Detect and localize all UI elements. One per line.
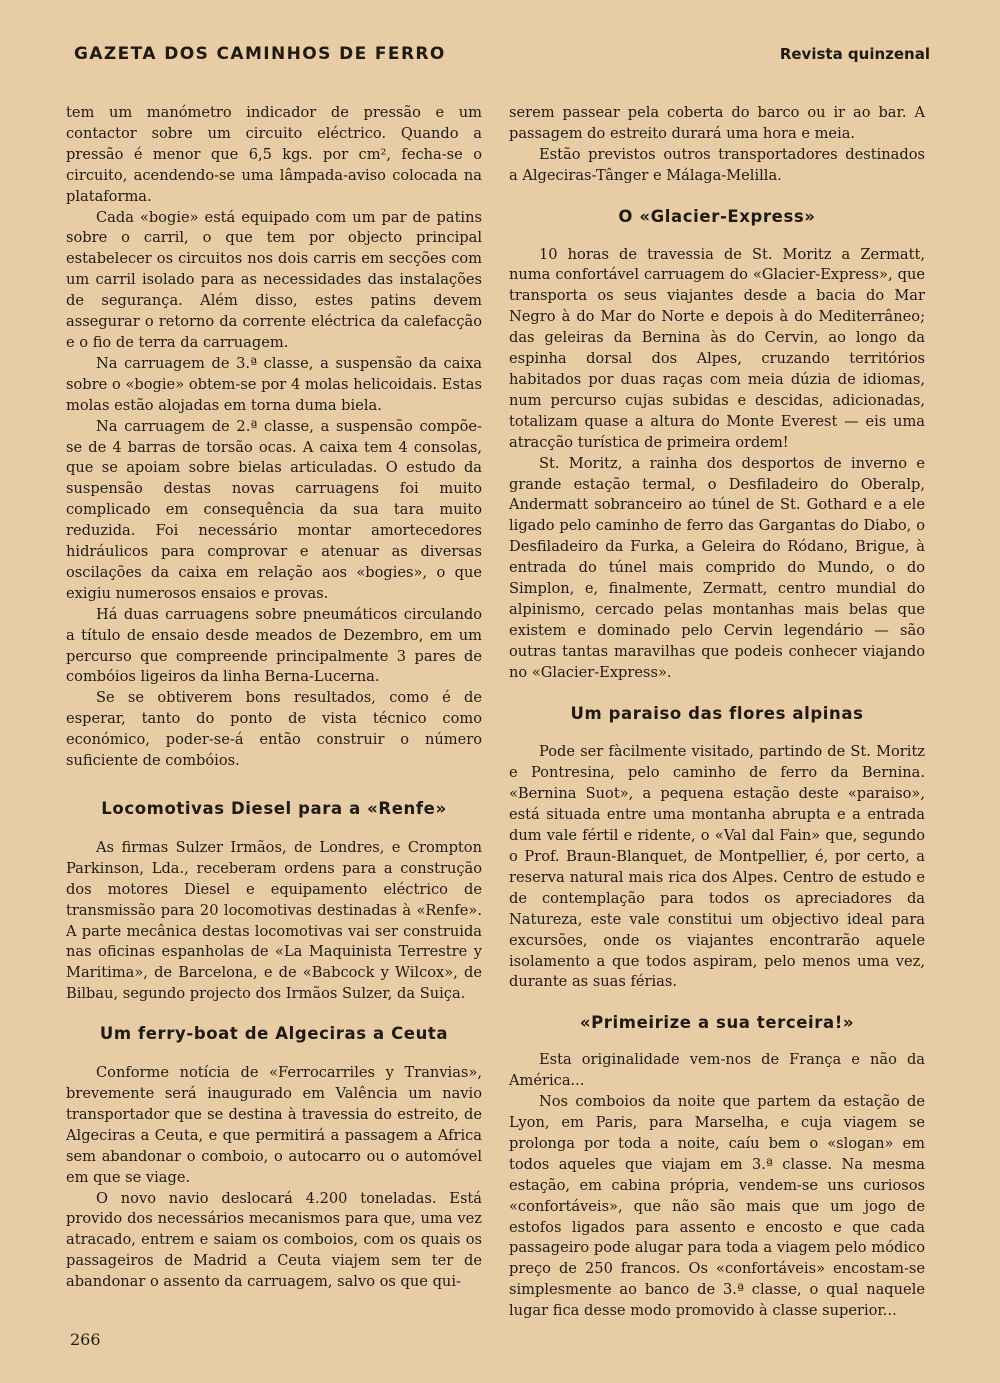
- paragraph: Estão previstos outros transportadores destinados a Algeciras-Tânger e Málaga-Melilla.: [509, 145, 925, 184]
- paragraph: Há duas carruagens sobre pneumáticos circulando a título de ensaio desde meados de Dezembro, em um percurso que compreende principalmente 3 pares de combóios ligeiros da linha Berna-Lucerna.: [66, 605, 482, 686]
- publication-subtitle: Revista quinzenal: [779, 45, 930, 63]
- running-header: [74, 44, 930, 74]
- right-column: [509, 103, 925, 1322]
- paragraph: Esta originalidade vem-nos de França e não da América...: [509, 1051, 925, 1090]
- left-column: [66, 103, 482, 1293]
- paragraph: Cada «bogie» está equipado com um par de patins sobre o carril, o que tem por objecto principal estabelecer os circuitos nos dois carris em secções com um carril isolado para as necessidades das instalações de segurança. Além disso, estes patins devem assegurar o retorno da corrente eléctrica da calefacção e o fio de terra da carruagem.: [66, 208, 482, 351]
- paragraph: O novo navio deslocará 4.200 toneladas. Está provido dos necessários mecanismos para que, uma vez atracado, entrem e saiam os comboios, com os quais os passageiros de Madrid a Ceuta viajem sem ter de abandonar o assento da carruagem, salvo os que qui-: [66, 1189, 482, 1291]
- paragraph: 10 horas de travessia de St. Moritz a Zermatt, numa confortável carruagem do «Glacier-Express», que transporta os seus viajantes desde a bacia do Mar Negro à do Mar do Norte e depois à do Mediterrâneo; das geleiras da Bernina às do Cervin, ao longo da espinha dorsal dos Alpes, cruzando territórios habitados por duas raças com meia dúzia de idiomas, num percurso cujas subidas e descidas, adicionadas, totalizam quase a altura do Monte Everest — eis uma atracção turística de primeira ordem!: [509, 245, 925, 451]
- paragraph: Se se obtiverem bons resultados, como é de esperar, tanto do ponto de vista técnico como económico, poder-se-á então construir o número suficiente de combóios.: [66, 689, 482, 770]
- paragraph: Conforme notícia de «Ferrocarriles y Tranvias», brevemente será inaugurado em Valência um navio transportador que se destina à travessia do estreito, de Algeciras a Ceuta, e que permitirá a passagem a Africa sem abandonar o comboio, o autocarro ou o automóvel em que se viage.: [66, 1064, 482, 1186]
- section-heading-primeirize: «Primeirize a sua terceira!»: [579, 1013, 855, 1033]
- paragraph: Pode ser fàcilmente visitado, partindo de St. Moritz e Pontresina, pelo caminho de ferro da Bernina. «Bernina Suot», a pequena estação deste «paraiso», está situada entre uma montanha abrupta e a entrada dum vale fértil e ridente, o «Val dal Fain» que, segundo o Prof. Braun-Blanquet, de Montpellier, é, por certo, a reserva natural mais rica dos Alpes. Centro de estudo e de contemplação para todos os apreciadores da Natureza, este vale constitui um objectivo ideal para excursões, onde os viajantes encontrarão aquele isolamento a que todos aspiram, pelo menos uma vez, durante as suas férias.: [509, 743, 925, 991]
- paragraph: Nos comboios da noite que partem da estação de Lyon, em Paris, para Marselha, e cuja viagem se prolonga por toda a noite, caíu bem o «slogan» em todos aqueles que viajam em 3.ª classe. Na mesma estação, em cabina própria, vendem-se uns curiosos «confortáveis», que não são mais que um jogo de estofos ligados para assento e encosto e que cada passageiro pode alugar para toda a viagem pelo módico preço de 250 francos. Os «confortáveis» encostam-se simplesmente ao banco de 3.ª classe, o qual naquele lugar fica desse modo promovido à classe superior...: [509, 1093, 925, 1320]
- publication-title: GAZETA DOS CAMINHOS DE FERRO: [74, 44, 446, 64]
- section-heading-glacier: O «Glacier-Express»: [618, 206, 816, 226]
- paragraph: Na carruagem de 3.ª classe, a suspensão da caixa sobre o «bogie» obtem-se por 4 molas helicoidais. Estas molas estão alojadas em torna duma biela.: [66, 354, 482, 414]
- paragraph: St. Moritz, a rainha dos desportos de inverno e grande estação termal, o Desfiladeiro do Oberalp, Andermatt sobranceiro ao túnel de St. Gothard e a ele ligado pelo caminho de ferro das Gargantas do Diabo, o Desfiladeiro da Furka, a Geleira do Ródano, Brigue, à entrada do túnel mais comprido do Mundo, o do Simplon, e, finalmente, Zermatt, centro mundial do alpinismo, cercado pelas montanhas mais belas que existem e dominado pelo Cervin legendário — são outras tantas maravilhas que podeis conhecer viajando no «Glacier-Express».: [509, 454, 925, 681]
- section-heading-ferry: Um ferry-boat de Algeciras a Ceuta: [99, 1024, 449, 1044]
- paragraph: Na carruagem de 2.ª classe, a suspensão compõe-se de 4 barras de torsão ocas. A caixa tem 4 consolas, que se apoiam sobre bielas articuladas. O estudo da suspensão destas novas carruagens foi muito complicado em consequência da sua tara muito reduzida. Foi necessário montar amortecedores hidráulicos para comprovar e atenuar as diversas oscilações da caixa em relação aos «bogies», o que exigiu numerosos ensaios e provas.: [66, 417, 482, 602]
- paragraph: As firmas Sulzer Irmãos, de Londres, e Crompton Parkinson, Lda., receberam ordens para a construção dos motores Diesel e equipamento eléctrico de transmissão para 20 locomotivas destinadas à «Renfe». A parte mecânica destas locomotivas vai ser construida nas oficinas espanholas de «La Maquinista Terrestre y Maritima», de Barcelona, e de «Babcock y Wilcox», de Bilbau, segundo projecto dos Irmãos Sulzer, da Suiça.: [66, 838, 482, 1003]
- page-number: 266: [70, 1330, 101, 1349]
- paragraph: serem passear pela coberta do barco ou ir ao bar. A passagem do estreito durará uma hora e meia.: [509, 104, 925, 142]
- section-heading-paraiso: Um paraiso das flores alpinas: [570, 703, 864, 723]
- section-heading-locomotivas: Locomotivas Diesel para a «Renfe»: [101, 799, 447, 818]
- paragraph: tem um manómetro indicador de pressão e um contactor sobre um circuito eléctrico. Quando a pressão é menor que 6,5 kgs. por cm², fecha-se o circuito, acendendo-se uma lâmpada-aviso colocada na plataforma.: [66, 104, 482, 205]
